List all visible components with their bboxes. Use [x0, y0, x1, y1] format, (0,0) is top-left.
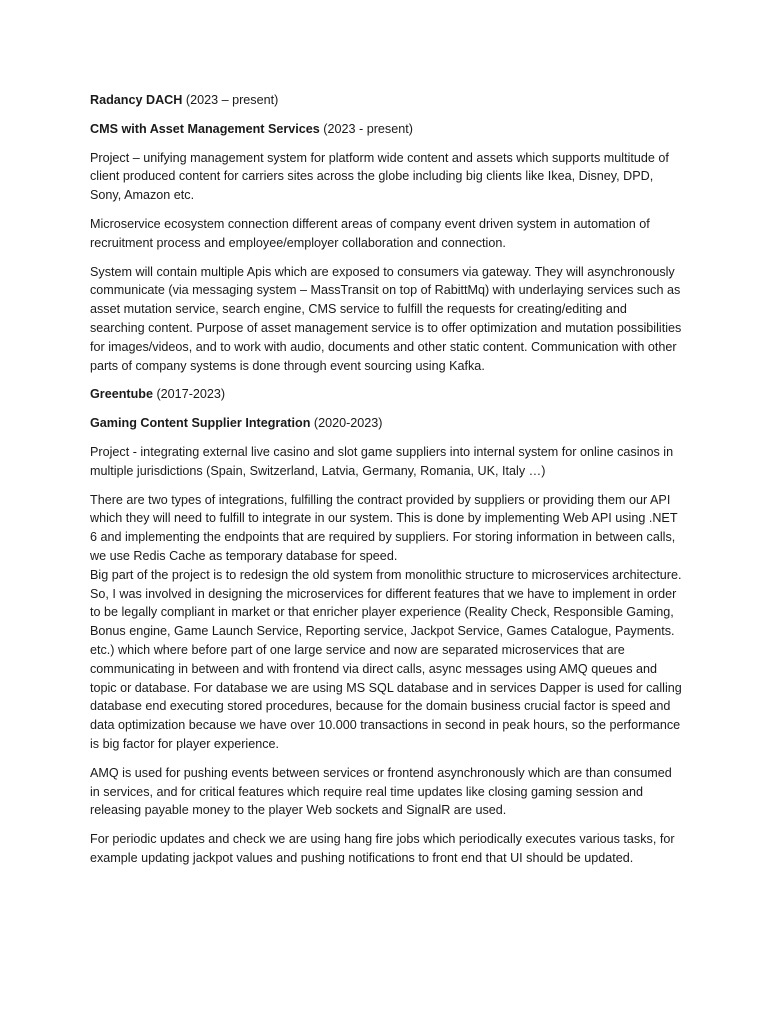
paragraph-cms-project: Project – unifying management system for platform wide content and assets which supports multitude of client produced content for carriers sites across the globe including big clients like Ikea, Disney, DPD, Sony, Amazon etc.	[90, 150, 669, 203]
document-page	[90, 91, 682, 878]
paragraph-cms-system: System will contain multiple Apis which are exposed to consumers via gateway. They will asynchronously communicate (via messaging system – MassTransit on top of RabittMq) with underlaying services such as asset mutation service, search engine, CMS service to fulfill the requests for creating/editing and searching content. Purpose of asset management service is to offer optimization and mutation possibilities for images/videos, and to work with audio, documents and other static content. Communication with other parts of company systems is done through event sourcing using Kafka.	[90, 264, 682, 373]
company-name: Radancy DACH	[90, 93, 183, 107]
paragraph-gaming-integrations: There are two types of integrations, fulfilling the contract provided by suppliers or providing them our API which they will need to fulfill to integrate in our system. This is done by implementing Web API using .NET 6 and implementing the endpoints that are required by suppliers. For storing information in between calls, we use Redis Cache as temporary database for speed.	[90, 492, 678, 563]
company-period: (2023 – present)	[182, 93, 279, 107]
paragraph-gaming-redesign: Big part of the project is to redesign the old system from monolithic structure to microservices architecture. So, I was involved in designing the microservices for different features that we have to implement in order to be legally compliant in market or that enricher player experience (Reality Check, Responsible Gaming, Bonus engine, Game Launch Service, Reporting service, Jackpot Service, Games Catalogue, Payments. etc.) which where before part of one large service and now are separated microservices that are communicating in between and with frontend via direct calls, async messages using AMQ queues and topic or database. For database we are using MS SQL database and in services Dapper is used for calling database end executing stored procedures, because for the domain business crucial factor is speed and data optimization because we have over 10.000 transactions in second in peak hours, so the performance is big factor for player experience.	[90, 567, 682, 751]
company-name: Greentube	[90, 387, 153, 402]
paragraph-gaming-project: Project - integrating external live casino and slot game suppliers into internal system for online casinos in multiple jurisdictions (Spain, Switzerland, Latvia, Germany, Romania, UK, Italy …)	[90, 444, 674, 478]
project-period: (2020-2023)	[310, 416, 383, 431]
project-title: CMS with Asset Management Services	[90, 121, 320, 136]
project-title: Gaming Content Supplier Integration	[90, 416, 311, 431]
paragraph-gaming-periodic: For periodic updates and check we are using hang fire jobs which periodically executes various tasks, for example updating jackpot values and pushing notifications to front end that UI should be updated.	[90, 832, 675, 865]
company-period: (2017-2023)	[152, 387, 226, 402]
company-heading-radancy	[90, 91, 682, 110]
project-heading-cms	[90, 120, 682, 139]
paragraph-gaming-amq: AMQ is used for pushing events between services or frontend asynchronously which are than consumed in services, and for critical features which require real time updates like closing gaming session and releasing payable money to the player Web sockets and SignalR are used.	[90, 765, 672, 818]
project-period: (2023 - present)	[319, 121, 413, 136]
company-heading-greentube	[90, 385, 682, 404]
paragraph-cms-microservices: Microservice ecosystem connection different areas of company event driven system in automation of recruitment process and employee/employer collaboration and connection.	[90, 216, 650, 250]
project-heading-gaming	[90, 414, 682, 433]
